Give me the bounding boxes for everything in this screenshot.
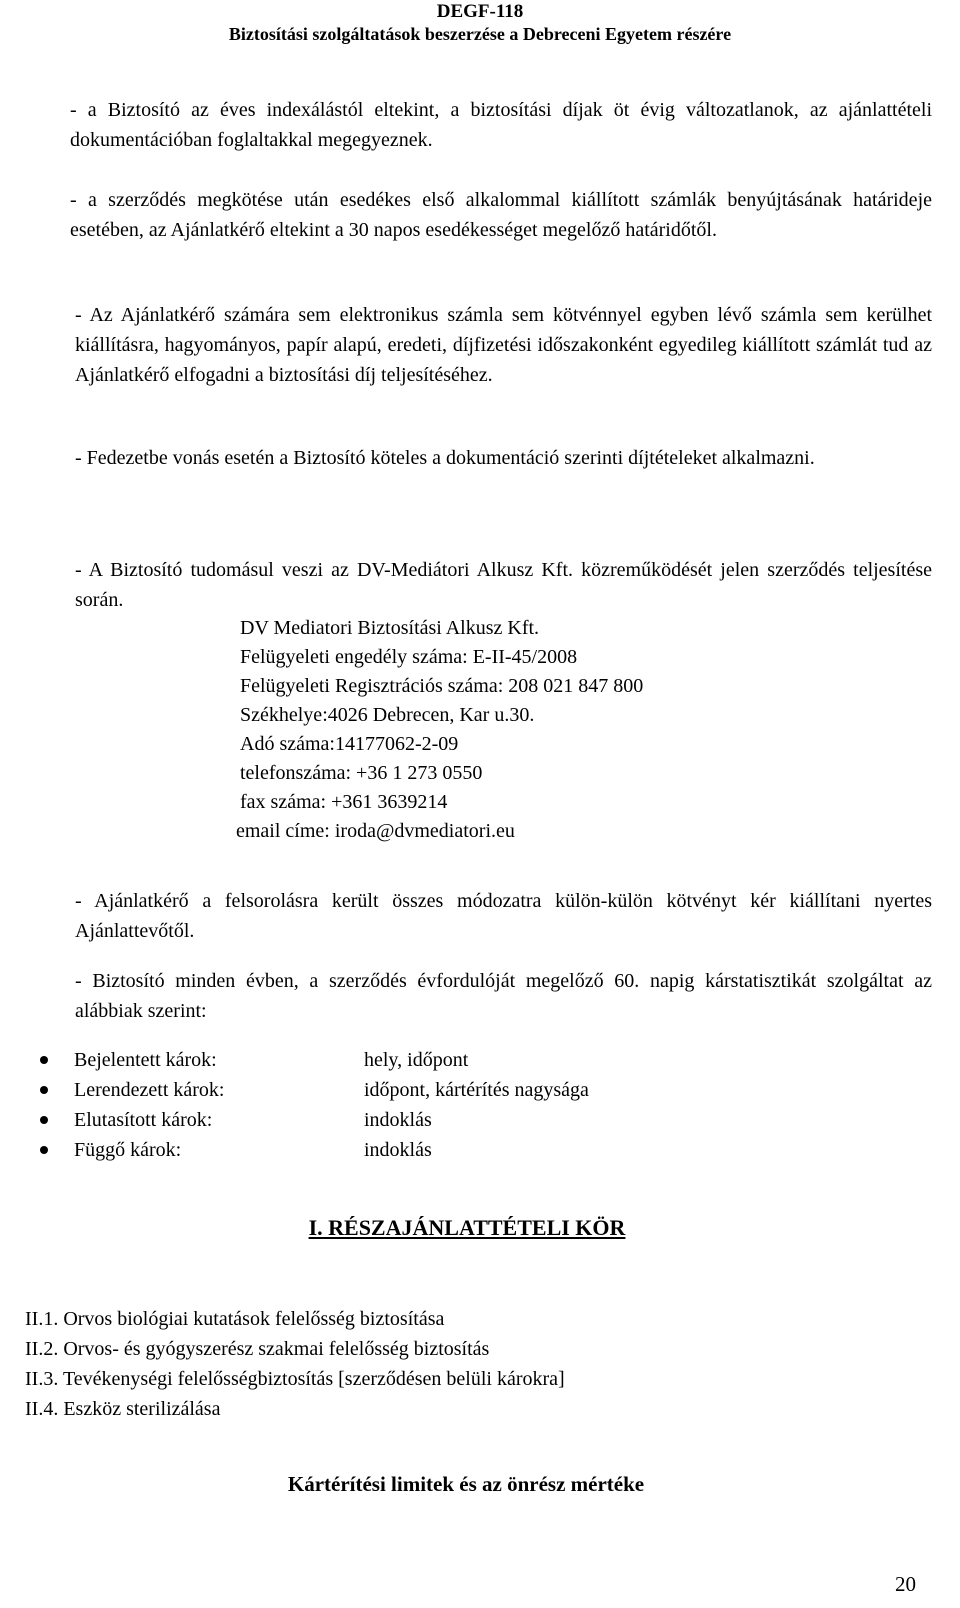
list-item: Elutasított károk: indoklás: [40, 1105, 589, 1135]
list-item: II.2. Orvos- és gyógyszerész szakmai felelősség biztosítás: [25, 1338, 490, 1360]
list-item: Függő károk: indoklás: [40, 1135, 589, 1165]
broker-tax: Adó száma:14177062-2-09: [240, 733, 459, 755]
paragraph-invoice-deadline: - a szerződés megkötése után esedékes első alkalommal kiállított számlák benyújtásának határideje esetében, az Ajánlatkérő eltekint a 30 napos esedékességet megelőző határidőtől.: [70, 189, 932, 241]
paragraph-indexation: - a Biztosító az éves indexálástól eltekint, a biztosítási díjak öt évig változatlanok, az ajánlattételi dokumentációban foglaltakkal megegyeznek.: [70, 99, 932, 151]
broker-fax: fax száma: +361 3639214: [240, 791, 448, 813]
paragraph-broker: - A Biztosító tudomásul veszi az DV-Mediátori Alkusz Kft. közreműködését jelen szerződés teljesítése során.: [75, 559, 932, 611]
bullet-icon: [40, 1056, 48, 1064]
broker-phone: telefonszáma: +36 1 273 0550: [240, 762, 483, 784]
broker-name: DV Mediatori Biztosítási Alkusz Kft.: [240, 617, 540, 639]
broker-seat: Székhelye:4026 Debrecen, Kar u.30.: [240, 704, 535, 726]
section-items: [25, 1304, 565, 1424]
limits-subtitle: Kártérítési limitek és az önrész mértéke: [287, 1472, 645, 1496]
bullet-icon: [40, 1116, 48, 1124]
section-title: I. RÉSZAJÁNLATTÉTELI KÖR: [308, 1215, 626, 1240]
list-item: II.1. Orvos biológiai kutatások felelősség biztosítása: [25, 1308, 445, 1330]
paragraph-invoice-type: - Az Ajánlatkérő számára sem elektronikus számla sem kötvénnyel egyben lévő számla sem kerülhet kiállításra, hagyományos, papír alapú, eredeti, díjfizetési időszakonként egyedileg kiállított számlát tud az Ajánlatkérő elfogadni a biztosítási díj teljesítéséhez.: [75, 304, 932, 386]
list-item: Bejelentett károk: hely, időpont: [40, 1045, 589, 1075]
bullet-icon: [40, 1146, 48, 1154]
document-code: DEGF-118: [436, 1, 524, 22]
broker-email: email címe: iroda@dvmediatori.eu: [236, 820, 515, 842]
paragraph-coverage: - Fedezetbe vonás esetén a Biztosító köteles a dokumentáció szerinti díjtételeket alkalmazni.: [75, 447, 815, 469]
page-number: 20: [895, 1572, 916, 1596]
broker-license: Felügyeleti engedély száma: E-II-45/2008: [240, 646, 578, 668]
list-item: II.4. Eszköz sterilizálása: [25, 1398, 221, 1420]
broker-registration: Felügyeleti Regisztrációs száma: 208 021 847 800: [240, 675, 644, 697]
document-subtitle: Biztosítási szolgáltatások beszerzése a Debreceni Egyetem részére: [228, 24, 732, 44]
bullet-icon: [40, 1086, 48, 1094]
claims-bullet-list: [40, 1045, 589, 1165]
broker-details: [236, 614, 644, 846]
paragraph-policies: - Ajánlatkérő a felsorolásra került összes módozatra külön-külön kötvényt kér kiállítani nyertes Ajánlattevőtől.: [75, 890, 932, 942]
paragraph-statistics: - Biztosító minden évben, a szerződés évfordulóját megelőző 60. napig kárstatisztikát szolgáltat az alábbiak szerint:: [75, 970, 932, 1022]
list-item: II.3. Tevékenységi felelősségbiztosítás [szerződésen belüli károkra]: [25, 1368, 565, 1390]
list-item: Lerendezett károk: időpont, kártérítés nagysága: [40, 1075, 589, 1105]
